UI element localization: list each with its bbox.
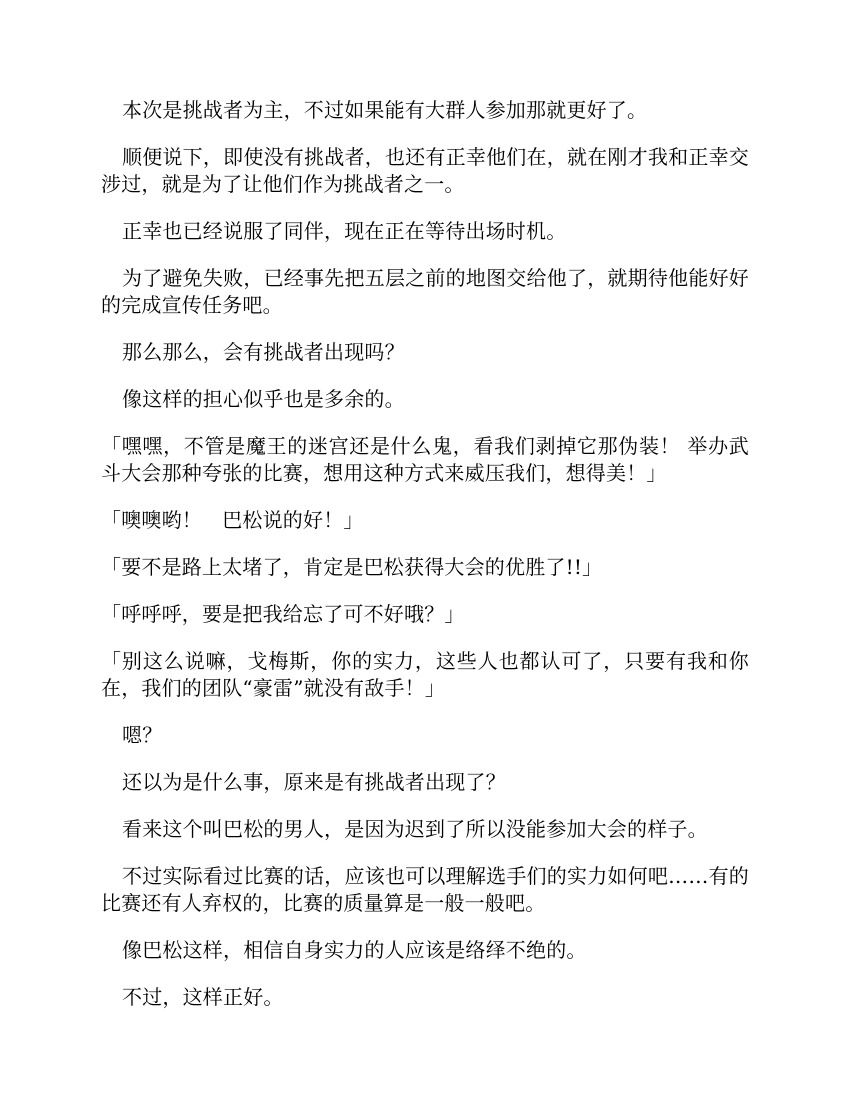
narration-paragraph: 不过实际看过比赛的话，应该也可以理解选手们的实力如何吧……有的比赛还有人弃权的，比赛的质量算是一般一般吧。	[101, 864, 749, 915]
narration-paragraph: 正幸也已经说服了同伴，现在正在等待出场时机。	[122, 219, 567, 243]
narration-paragraph: 本次是挑战者为主，不过如果能有大群人参加那就更好了。	[122, 98, 648, 122]
narration-paragraph: 像巴松这样，相信自身实力的人应该是络绎不绝的。	[122, 938, 587, 962]
narration-paragraph: 为了避免失败，已经事先把五层之前的地图交给他了，就期待他能好好的完成宣传任务吧。	[101, 266, 749, 317]
document-body	[101, 97, 749, 1031]
dialogue-paragraph: 「别这么说嘛，戈梅斯，你的实力，这些人也都认可了，只要有我和你在，我们的团队“豪雷”就没有敌手！」	[101, 649, 749, 700]
narration-paragraph: 还以为是什么事，原来是有挑战者出现了？	[122, 770, 506, 794]
narration-paragraph: 顺便说下，即使没有挑战者，也还有正幸他们在，就在刚才我和正幸交涉过，就是为了让他们作为挑战者之一。	[101, 145, 749, 196]
narration-paragraph: 不过，这样正好。	[122, 985, 284, 1009]
dialogue-paragraph: 「呼呼呼，要是把我给忘了可不好哦？」	[101, 602, 465, 626]
narration-paragraph: 像这样的担心似乎也是多余的。	[122, 387, 405, 411]
narration-paragraph: 嗯？	[122, 723, 163, 747]
dialogue-paragraph: 「噢噢哟！ 巴松说的好！」	[101, 508, 364, 532]
narration-paragraph: 那么那么，会有挑战者出现吗？	[122, 340, 405, 364]
dialogue-paragraph: 「要不是路上太堵了，肯定是巴松获得大会的优胜了!!」	[101, 555, 603, 579]
dialogue-paragraph: 「嘿嘿，不管是魔王的迷宫还是什么鬼，看我们剥掉它那伪装！ 举办武斗大会那种夸张的比赛，想用这种方式来威压我们，想得美！」	[101, 434, 749, 485]
narration-paragraph: 看来这个叫巴松的男人，是因为迟到了所以没能参加大会的样子。	[122, 817, 708, 841]
